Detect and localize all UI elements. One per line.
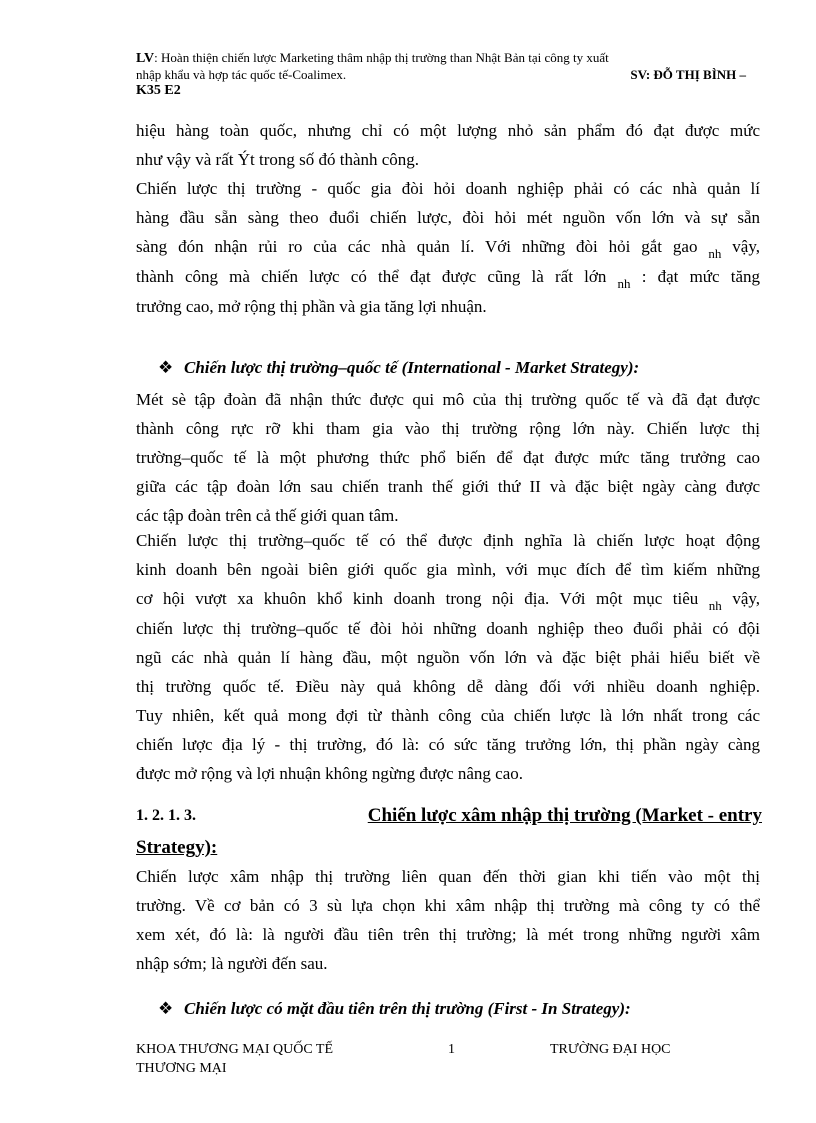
- text-line: trưởng cao, mở rộng thị phần và gia tăng lợi nhuận.: [136, 297, 487, 316]
- text-fragment: cơ hội vượt xa khuôn khổ kinh doanh trong nội địa. Với một mục tiêu: [136, 589, 699, 608]
- text-fragment: thành công mà chiến lược có thể đạt được cũng là rất lớn: [136, 267, 607, 286]
- class-code: K35 E2: [136, 83, 181, 98]
- section-title-2: Strategy):: [136, 837, 218, 858]
- section-heading: [136, 800, 762, 864]
- text-line: trường. Về cơ bản có 3 sù lựa chọn khi xâm nhập thị trường mà công ty có thể: [136, 896, 760, 915]
- footer-faculty: KHOA THƯƠNG MẠI QUỐC TẾ: [136, 1042, 334, 1057]
- text-line: Chiến lược xâm nhập thị trường liên quan đến thời gian khi tiến vào một thị: [136, 867, 760, 886]
- text-line: hiệu hàng toàn quốc, nhưng chỉ có một lượng nhỏ sản phẩm đó đạt được mức: [136, 121, 760, 140]
- text-line: [136, 232, 760, 262]
- bullet-heading-text: Chiến lược thị trường–quốc tế (International - Market Strategy):: [184, 358, 640, 377]
- text-line: ngũ các nhà quản lí hàng đầu, một nguồn vốn lớn và đặc biệt phải hiểu biết về: [136, 648, 760, 667]
- text-line: Tuy nhiên, kết quả mong đợi từ thành công của chiến lược là lớn nhất trong các: [136, 706, 760, 725]
- section-title-1: Chiến lược xâm nhập thị trường (Market - entry: [367, 805, 762, 826]
- text-line: xem xét, đó là: là người đầu tiên trên thị trường; là mét trong những người xâm: [136, 925, 760, 944]
- text-line: được mở rộng và lợi nhuận không ngừng được nâng cao.: [136, 764, 523, 783]
- text-line: [136, 584, 760, 614]
- text-line: giữa các tập đoàn lớn sau chiến tranh thế giới thứ II và đặc biệt ngày càng được: [136, 477, 760, 496]
- text-line: [136, 262, 760, 292]
- header-line-1: [136, 50, 746, 67]
- paragraph-4: [136, 526, 760, 788]
- text-line: thị trường quốc tế. Điều này quả không dễ dàng đối với nhiều doanh nghiệp.: [136, 677, 760, 696]
- paragraph-3: [136, 385, 760, 530]
- footer-faculty-2: THƯƠNG MẠI: [136, 1061, 227, 1076]
- paragraph-1: [136, 116, 760, 174]
- student-name: SV: ĐỖ THỊ BÌNH –: [630, 67, 746, 82]
- text-line: trường–quốc tế là một phương thức phổ biến để đạt được mức tăng trưởng cao: [136, 448, 760, 467]
- bullet-heading-first-in: [158, 999, 631, 1019]
- bullet-heading-text: Chiến lược có mặt đầu tiên trên thị trường (First - In Strategy):: [184, 999, 631, 1018]
- page-number: 1: [448, 1042, 455, 1057]
- text-line: Mét sè tập đoàn đã nhận thức được qui mô của thị trường quốc tế và đã đạt được: [136, 390, 760, 409]
- text-fragment: : đạt mức tăng: [641, 267, 761, 286]
- text-line: chiến lược thị trường–quốc tế đòi hỏi những doanh nghiệp theo đuổi phải có đội: [136, 619, 760, 638]
- diamond-bullet-icon: ❖: [158, 999, 174, 1018]
- text-line: nhập sớm; là người đến sau.: [136, 954, 328, 973]
- paragraph-2: [136, 174, 760, 321]
- paragraph-5: [136, 862, 760, 978]
- footer-university: TRƯỜNG ĐẠI HỌC: [550, 1042, 671, 1057]
- section-number: 1. 2. 1. 3.: [136, 807, 196, 824]
- subscript-nh: nh: [708, 246, 722, 261]
- lv-label: LV: [136, 51, 155, 66]
- text-fragment: vậy,: [732, 237, 760, 256]
- text-fragment: sàng đón nhận rủi ro của các nhà quản lí. Với những đòi hỏi gắt gao: [136, 237, 698, 256]
- page-header: [136, 50, 746, 99]
- section-heading-line-1: [136, 800, 762, 832]
- section-heading-line-2: [136, 832, 762, 864]
- header-line-2: [136, 67, 746, 83]
- text-line: các tập đoàn trên cả thế giới quan tâm.: [136, 506, 399, 525]
- header-title-1: : Hoàn thiện chiến lược Marketing thâm nhập thị trường than Nhật Bản tại công ty xuất: [154, 50, 609, 65]
- page-footer: [136, 1040, 736, 1078]
- subscript-nh: nh: [617, 276, 631, 291]
- text-fragment: vậy,: [732, 589, 761, 608]
- text-line: Chiến lược thị trường - quốc gia đòi hỏi doanh nghiệp phải có các nhà quản lí: [136, 179, 760, 198]
- subscript-nh: nh: [708, 598, 722, 613]
- text-line: chiến lược địa lý - thị trường, đó là: có sức tăng trưởng lớn, thị phần ngày càng: [136, 735, 760, 754]
- text-line: Chiến lược thị trường–quốc tế có thể được định nghĩa là chiến lược hoạt động: [136, 531, 760, 550]
- bullet-heading-international: [158, 358, 639, 378]
- diamond-bullet-icon: ❖: [158, 358, 174, 377]
- text-line: như vậy và rất Ýt trong số đó thành công.: [136, 150, 420, 169]
- text-line: kinh doanh bên ngoài biên giới quốc gia mình, với mục đích để tìm kiếm những: [136, 560, 760, 579]
- text-line: hàng đầu sẵn sàng theo đuổi chiến lược, đòi hỏi mét nguồn vốn lớn và sự sẵn: [136, 208, 760, 227]
- header-title-2: nhập khẩu và hợp tác quốc tế-Coalimex.: [136, 67, 347, 82]
- text-line: thành công rực rỡ khi tham gia vào thị trường rộng lớn này. Chiến lược thị: [136, 419, 760, 438]
